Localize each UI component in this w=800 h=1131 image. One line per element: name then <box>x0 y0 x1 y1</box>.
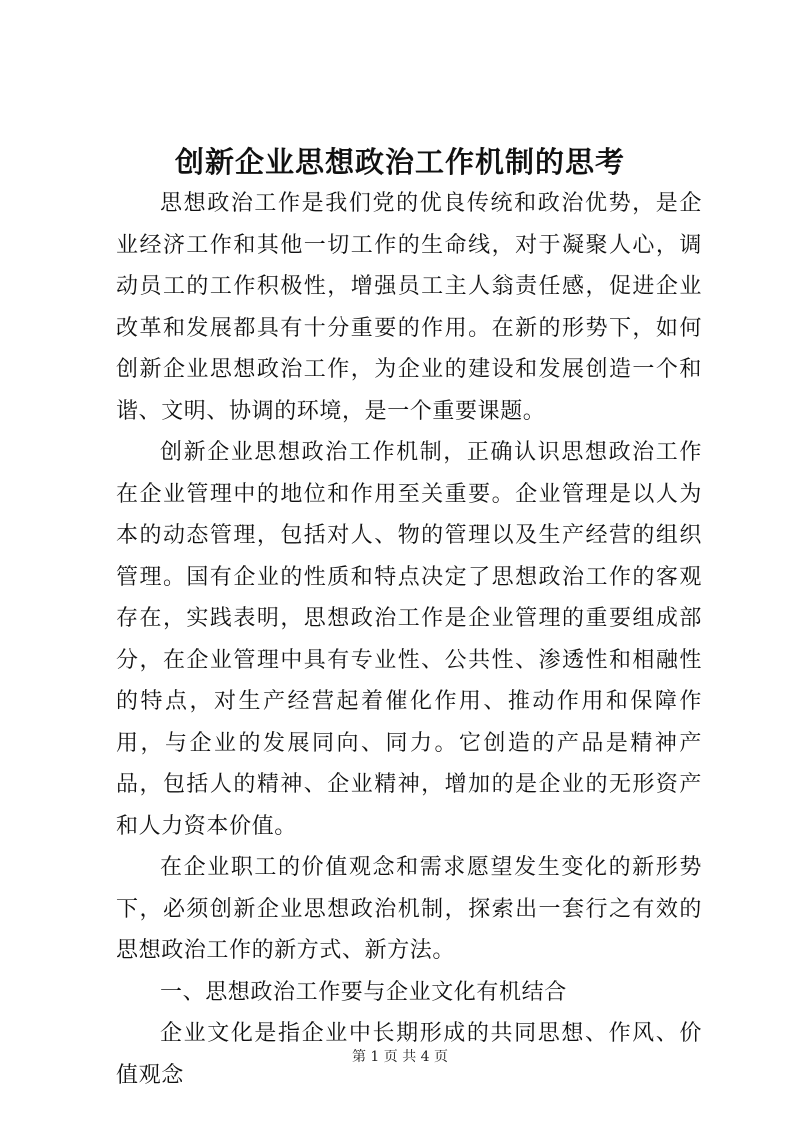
body-paragraph: 创新企业思想政治工作机制，正确认识思想政治工作在企业管理中的地位和作用至关重要。企业管理是以人为本的动态管理，包括对人、物的管理以及生产经营的组织管理。国有企业的性质和特点决定了思想政治工作的客观存在，实践表明，思想政治工作是企业管理的重要组成部分，在企业管理中具有专业性、公共性、渗透性和相融性的特点，对生产经营起着催化作用、推动作用和保障作用，与企业的发展同向、同力。它创造的产品是精神产品，包括人的精神、企业精神，增加的是企业的无形资产和人力资本价值。 <box>116 440 702 839</box>
body-paragraph: 思想政治工作是我们党的优良传统和政治优势，是企业经济工作和其他一切工作的生命线，对于凝聚人心，调动员工的工作积极性，增强员工主人翁责任感，促进企业改革和发展都具有十分重要的作用。在新的形势下，如何创新企业思想政治工作，为企业的建设和发展创造一个和谐、文明、协调的环境，是一个重要课题。 <box>116 191 702 424</box>
body-paragraph: 企业文化是指企业中长期形成的共同思想、作风、价值观念 <box>116 1021 702 1088</box>
page-number-footer: 第 1 页 共 4 页 <box>351 1049 449 1065</box>
section-heading: 一、思想政治工作要与企业文化有机结合 <box>160 979 567 1005</box>
document-body <box>116 183 702 1096</box>
body-paragraph: 在企业职工的价值观念和需求愿望发生变化的新形势下，必须创新企业思想政治机制，探索出一套行之有效的思想政治工作的新方式、新方法。 <box>116 855 702 963</box>
document-title: 创新企业思想政治工作机制的思考 <box>174 145 625 179</box>
